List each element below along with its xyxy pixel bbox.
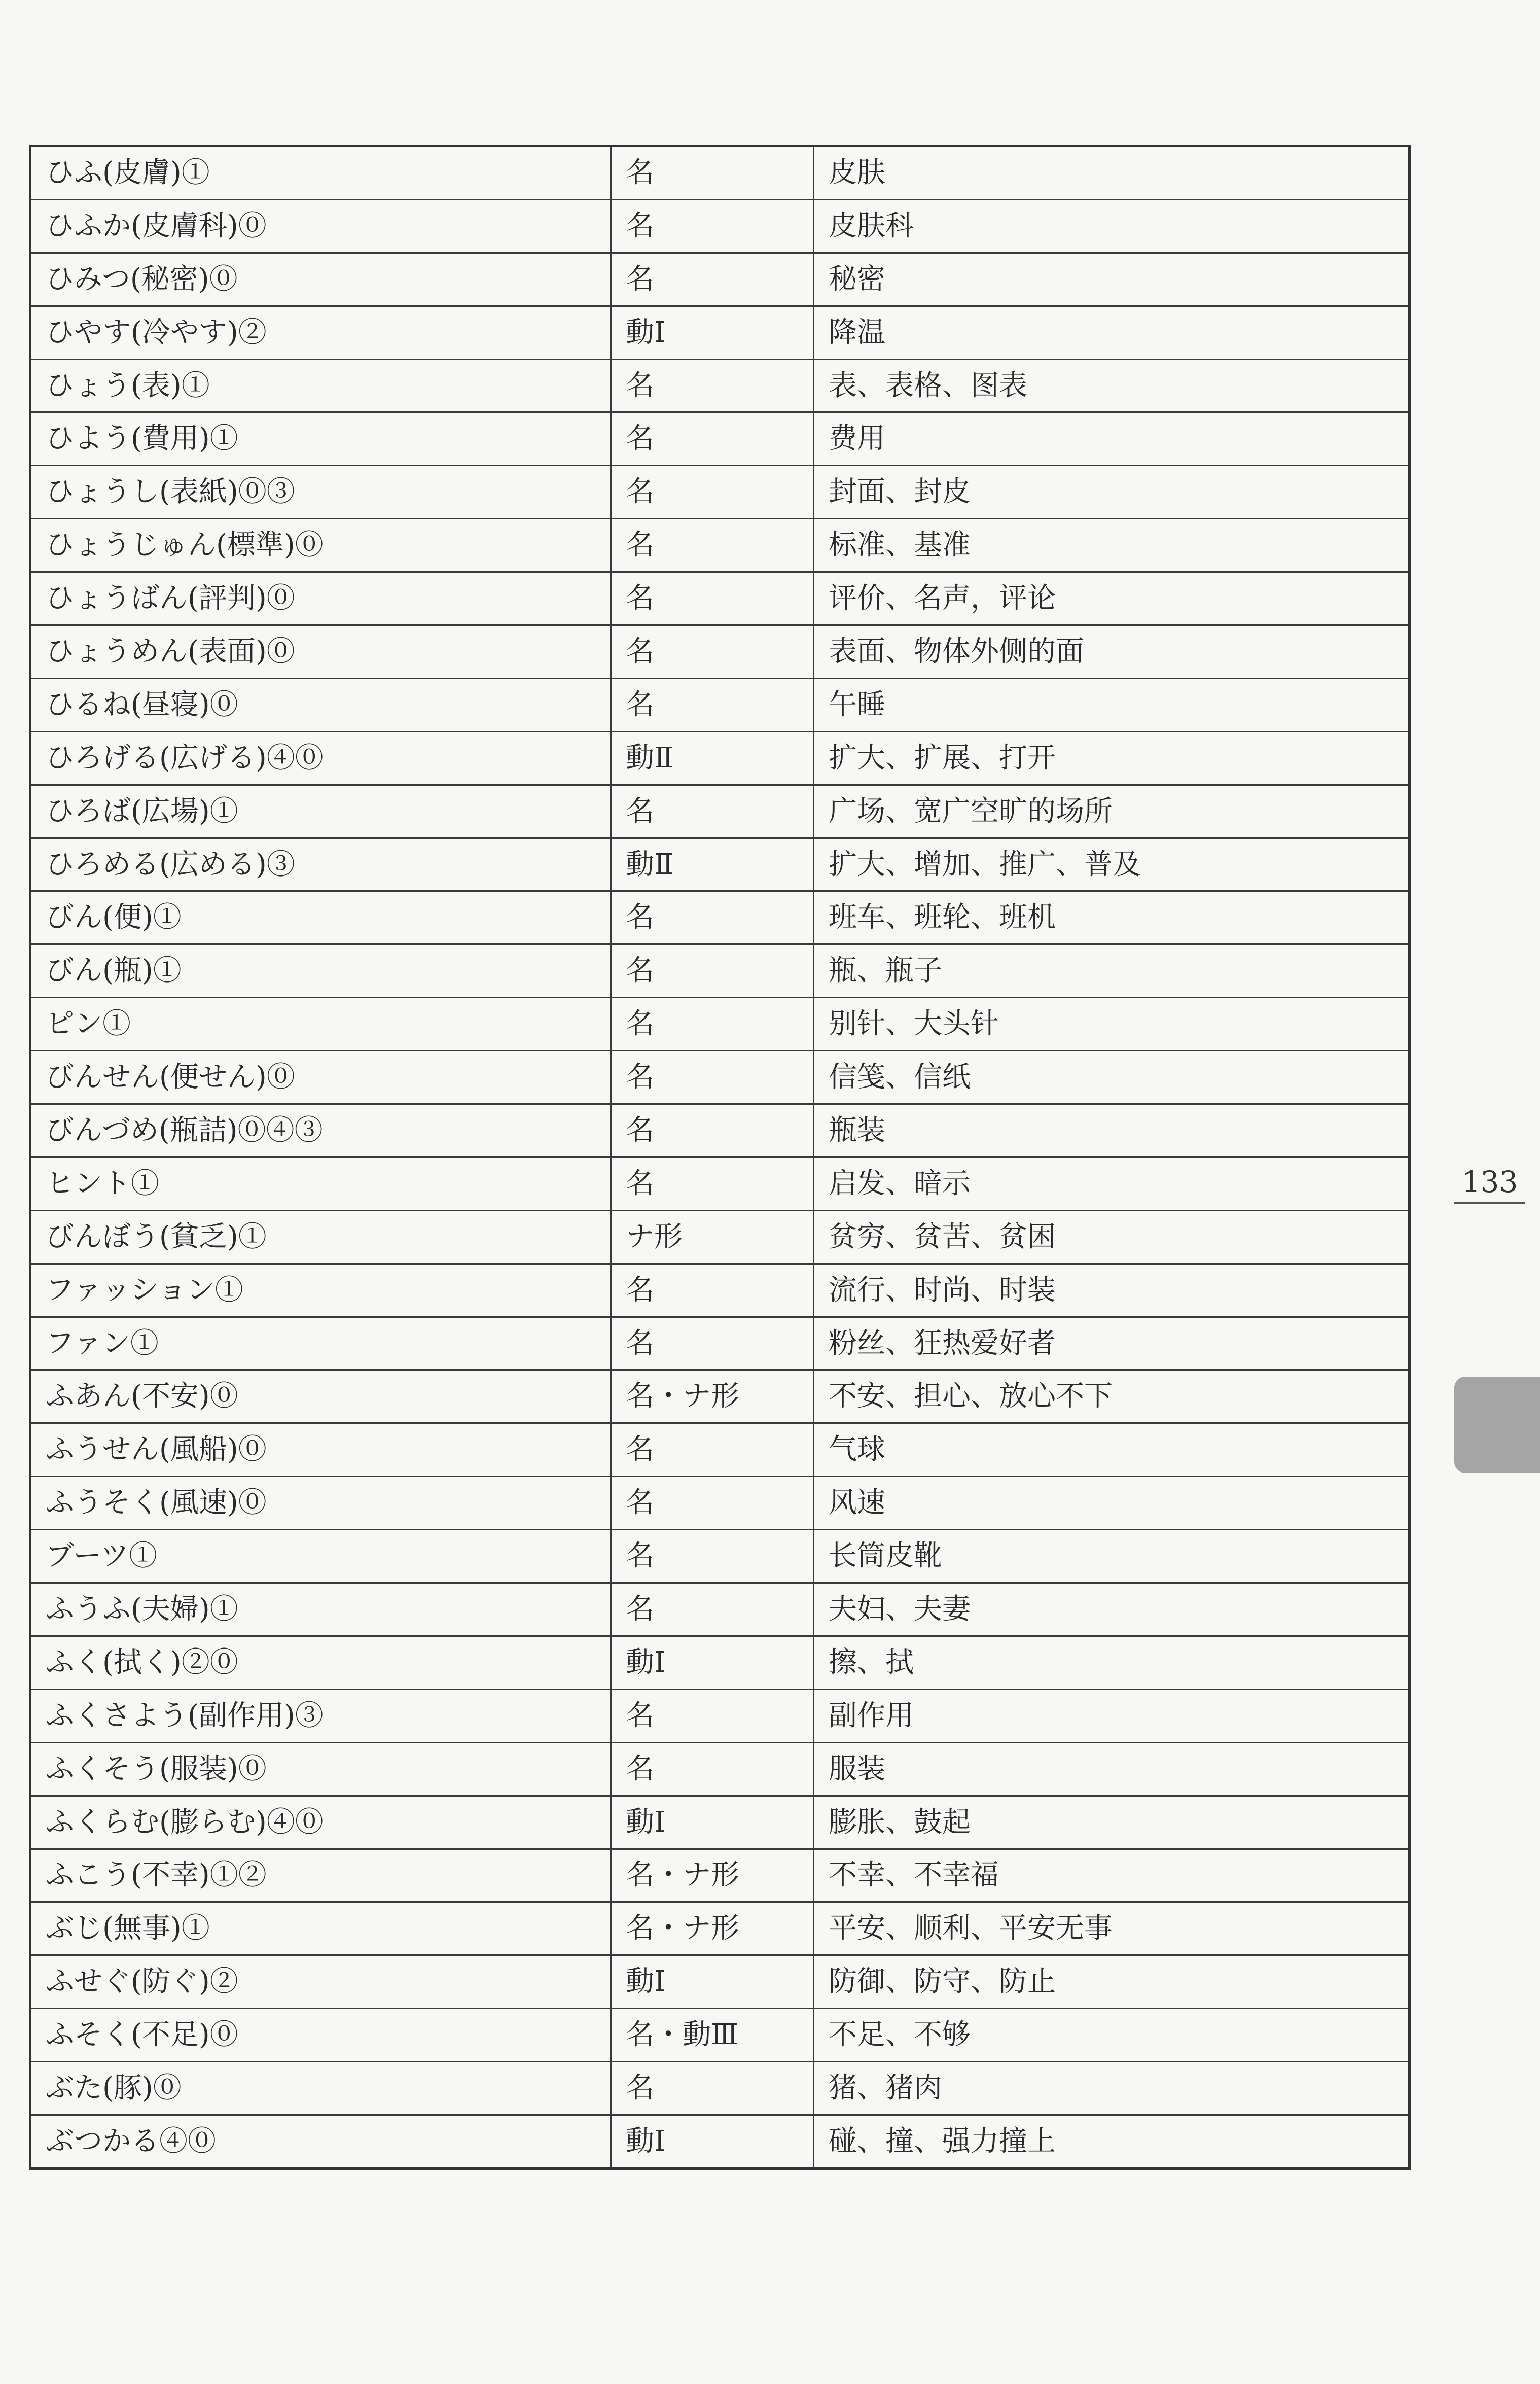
vocab-word-cell: ひょうばん(評判)⓪ [30,572,611,625]
vocab-word-cell: ひろめる(広める)③ [30,838,611,891]
vocab-word-cell: ぶつかる④⓪ [30,2115,611,2168]
vocabulary-table-body [30,146,1410,2169]
vocab-row [30,785,1410,838]
vocab-word-cell: ピン① [30,998,611,1051]
vocab-word-cell: ひょうめん(表面)⓪ [30,625,611,679]
page-number: 133 [1461,1165,1518,1199]
vocab-row [30,1423,1410,1477]
vocab-meaning-cell: 气球 [814,1423,1410,1477]
vocab-meaning-cell: 封面、封皮 [814,466,1410,519]
vocab-meaning-cell: 午睡 [814,678,1410,731]
vocab-meaning-cell: 班车、班轮、班机 [814,891,1410,944]
vocab-word-cell: ふく(拭く)②⓪ [30,1636,611,1689]
vocab-row [30,1264,1410,1317]
vocab-word-cell: ぶじ(無事)① [30,1902,611,1955]
vocab-meaning-cell: 表面、物体外侧的面 [814,625,1410,679]
vocab-word-cell: ひろげる(広げる)④⓪ [30,731,611,785]
vocab-row [30,146,1410,200]
vocab-meaning-cell: 擦、拭 [814,1636,1410,1689]
vocab-row [30,306,1410,359]
vocab-meaning-cell: 不幸、不幸福 [814,1849,1410,1902]
vocab-row [30,1583,1410,1636]
vocab-pos-cell: 動Ⅱ [611,838,814,891]
vocab-pos-cell: 名 [611,625,814,679]
vocab-row [30,2062,1410,2115]
vocab-pos-cell: 名 [611,678,814,731]
vocab-word-cell: びんぼう(貧乏)① [30,1210,611,1264]
vocab-pos-cell: 名 [611,998,814,1051]
vocab-row [30,359,1410,412]
vocab-word-cell: ふくそう(服装)⓪ [30,1742,611,1796]
vocab-meaning-cell: 猪、猪肉 [814,2062,1410,2115]
vocab-row [30,731,1410,785]
vocab-row [30,412,1410,466]
vocab-pos-cell: 名 [611,1317,814,1370]
vocab-pos-cell: 名・動Ⅲ [611,2009,814,2062]
vocab-meaning-cell: 扩大、扩展、打开 [814,731,1410,785]
vocab-row [30,678,1410,731]
vocab-pos-cell: 名 [611,572,814,625]
vocab-row [30,1477,1410,1530]
vocab-word-cell: びん(瓶)① [30,944,611,998]
vocab-row [30,572,1410,625]
section-thumb-tab [1454,1377,1540,1473]
vocab-row [30,1955,1410,2009]
vocab-row [30,625,1410,679]
vocab-meaning-cell: 不安、担心、放心不下 [814,1370,1410,1423]
vocab-word-cell: びんづめ(瓶詰)⓪④③ [30,1104,611,1158]
vocab-word-cell: ふそく(不足)⓪ [30,2009,611,2062]
vocab-meaning-cell: 平安、顺利、平安无事 [814,1902,1410,1955]
vocab-row [30,2115,1410,2168]
vocab-pos-cell: 名 [611,891,814,944]
vocab-pos-cell: 名 [611,1157,814,1210]
vocab-row [30,1849,1410,1902]
vocab-meaning-cell: 降温 [814,306,1410,359]
vocab-pos-cell: 動Ⅱ [611,731,814,785]
vocab-pos-cell: 名 [611,1264,814,1317]
vocab-meaning-cell: 贫穷、贫苦、贫困 [814,1210,1410,1264]
vocab-row [30,1689,1410,1742]
vocab-pos-cell: 名 [611,1742,814,1796]
vocab-word-cell: ブーツ① [30,1530,611,1583]
vocab-row [30,1157,1410,1210]
vocab-meaning-cell: 启发、暗示 [814,1157,1410,1210]
vocab-word-cell: ひよう(費用)① [30,412,611,466]
vocab-word-cell: ひるね(昼寝)⓪ [30,678,611,731]
vocab-meaning-cell: 表、表格、图表 [814,359,1410,412]
vocab-meaning-cell: 广场、宽广空旷的场所 [814,785,1410,838]
vocab-pos-cell: 名 [611,2062,814,2115]
vocab-row [30,1051,1410,1104]
vocab-pos-cell: ナ形 [611,1210,814,1264]
vocab-pos-cell: 名 [611,412,814,466]
vocab-pos-cell: 名 [611,1583,814,1636]
vocab-word-cell: ふくらむ(膨らむ)④⓪ [30,1796,611,1849]
vocab-pos-cell: 動Ⅰ [611,1955,814,2009]
vocab-pos-cell: 名・ナ形 [611,1370,814,1423]
vocab-pos-cell: 名 [611,1477,814,1530]
vocab-meaning-cell: 评价、名声，评论 [814,572,1410,625]
vocab-word-cell: ひやす(冷やす)② [30,306,611,359]
vocab-word-cell: ぶた(豚)⓪ [30,2062,611,2115]
vocab-meaning-cell: 服装 [814,1742,1410,1796]
vocab-row [30,199,1410,253]
vocab-word-cell: ふうそく(風速)⓪ [30,1477,611,1530]
vocab-row [30,519,1410,572]
vocab-row [30,466,1410,519]
vocab-meaning-cell: 不足、不够 [814,2009,1410,2062]
vocab-pos-cell: 動Ⅰ [611,306,814,359]
vocab-meaning-cell: 夫妇、夫妻 [814,1583,1410,1636]
vocab-word-cell: ふあん(不安)⓪ [30,1370,611,1423]
vocab-pos-cell: 名 [611,1104,814,1158]
vocab-row [30,1530,1410,1583]
vocab-row [30,1317,1410,1370]
vocab-meaning-cell: 信笺、信纸 [814,1051,1410,1104]
vocab-pos-cell: 名 [611,466,814,519]
vocab-meaning-cell: 瓶、瓶子 [814,944,1410,998]
vocab-row [30,838,1410,891]
vocab-word-cell: ひろば(広場)① [30,785,611,838]
vocab-meaning-cell: 别针、大头针 [814,998,1410,1051]
vocab-word-cell: ひょう(表)① [30,359,611,412]
vocab-row [30,891,1410,944]
vocab-pos-cell: 動Ⅰ [611,1636,814,1689]
vocab-row [30,1902,1410,1955]
vocab-meaning-cell: 防御、防守、防止 [814,1955,1410,2009]
vocab-pos-cell: 名 [611,1530,814,1583]
vocab-pos-cell: 名 [611,1423,814,1477]
vocab-meaning-cell: 费用 [814,412,1410,466]
vocab-pos-cell: 名 [611,1051,814,1104]
vocab-word-cell: ひょうじゅん(標準)⓪ [30,519,611,572]
vocab-pos-cell: 名 [611,146,814,200]
vocab-word-cell: ふくさよう(副作用)③ [30,1689,611,1742]
vocab-row [30,1742,1410,1796]
vocab-row [30,1104,1410,1158]
vocabulary-table [29,145,1411,2170]
vocab-pos-cell: 動Ⅰ [611,1796,814,1849]
vocab-meaning-cell: 瓶装 [814,1104,1410,1158]
page-number-underline [1454,1202,1525,1204]
vocab-word-cell: ファン① [30,1317,611,1370]
vocab-meaning-cell: 长筒皮靴 [814,1530,1410,1583]
vocab-meaning-cell: 粉丝、狂热爱好者 [814,1317,1410,1370]
vocab-word-cell: ひみつ(秘密)⓪ [30,253,611,306]
vocab-pos-cell: 名 [611,199,814,253]
vocab-pos-cell: 名 [611,519,814,572]
vocab-pos-cell: 名 [611,944,814,998]
vocab-word-cell: ひふか(皮膚科)⓪ [30,199,611,253]
vocab-row [30,1796,1410,1849]
vocab-meaning-cell: 风速 [814,1477,1410,1530]
vocab-pos-cell: 動Ⅰ [611,2115,814,2168]
vocab-word-cell: ひふ(皮膚)① [30,146,611,200]
vocab-meaning-cell: 扩大、增加、推广、普及 [814,838,1410,891]
vocab-meaning-cell: 碰、撞、强力撞上 [814,2115,1410,2168]
vocab-word-cell: ヒント① [30,1157,611,1210]
vocab-meaning-cell: 皮肤科 [814,199,1410,253]
vocab-word-cell: びんせん(便せん)⓪ [30,1051,611,1104]
vocab-pos-cell: 名 [611,359,814,412]
vocab-row [30,1210,1410,1264]
vocab-meaning-cell: 秘密 [814,253,1410,306]
vocab-row [30,944,1410,998]
vocab-pos-cell: 名 [611,785,814,838]
vocab-meaning-cell: 皮肤 [814,146,1410,200]
vocab-word-cell: ふうせん(風船)⓪ [30,1423,611,1477]
vocab-pos-cell: 名 [611,253,814,306]
vocab-pos-cell: 名 [611,1689,814,1742]
vocab-row [30,253,1410,306]
vocab-pos-cell: 名・ナ形 [611,1902,814,1955]
vocab-meaning-cell: 副作用 [814,1689,1410,1742]
vocab-row [30,998,1410,1051]
vocab-word-cell: ひょうし(表紙)⓪③ [30,466,611,519]
vocab-row [30,1370,1410,1423]
vocab-word-cell: ふうふ(夫婦)① [30,1583,611,1636]
vocab-meaning-cell: 标准、基准 [814,519,1410,572]
vocab-meaning-cell: 流行、时尚、时装 [814,1264,1410,1317]
vocab-word-cell: ふこう(不幸)①② [30,1849,611,1902]
vocab-meaning-cell: 膨胀、鼓起 [814,1796,1410,1849]
vocab-row [30,1636,1410,1689]
vocab-row [30,2009,1410,2062]
vocab-word-cell: ファッション① [30,1264,611,1317]
vocab-pos-cell: 名・ナ形 [611,1849,814,1902]
vocab-word-cell: ふせぐ(防ぐ)② [30,1955,611,2009]
vocab-word-cell: びん(便)① [30,891,611,944]
